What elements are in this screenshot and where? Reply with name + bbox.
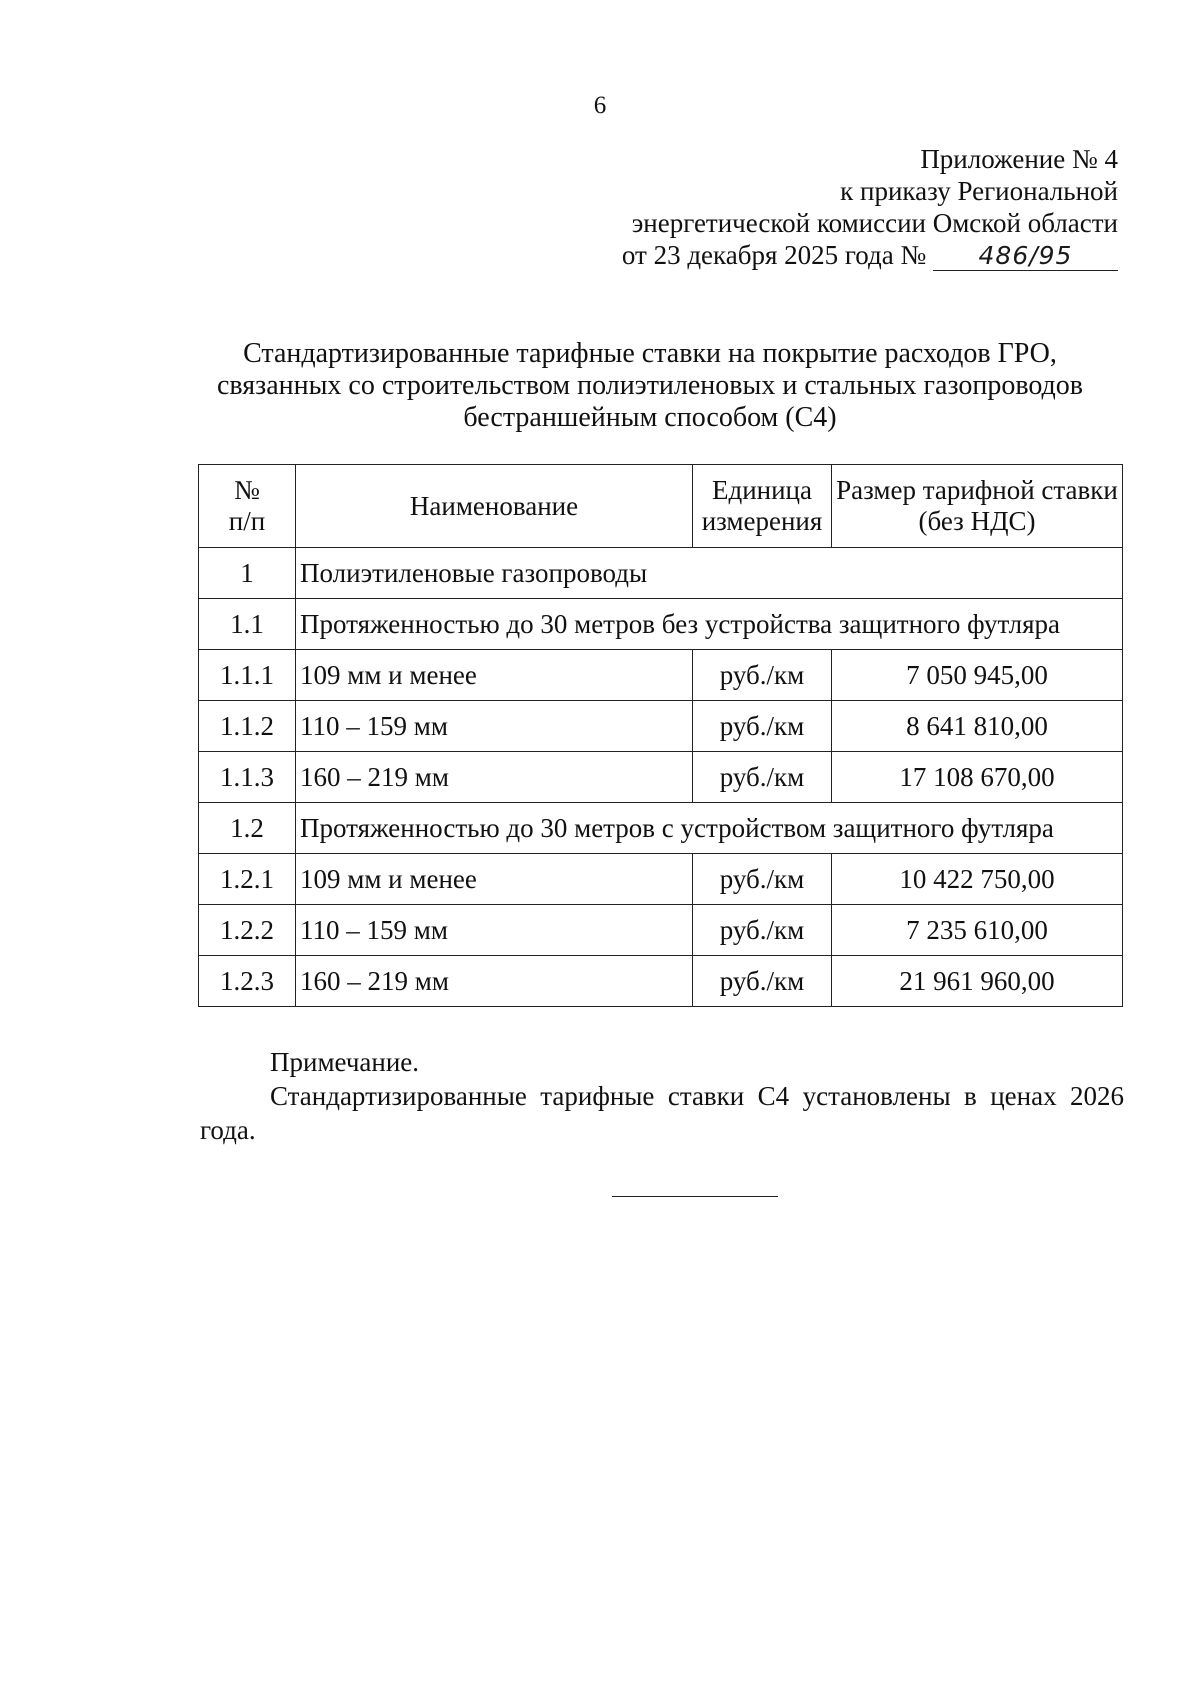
handwritten-order-number: 486/95 <box>933 242 1118 271</box>
row-rate: 21 961 960,00 <box>832 956 1123 1007</box>
header-name: Наименование <box>296 465 693 548</box>
table-row <box>199 854 1123 905</box>
row-number: 1.2.1 <box>199 854 296 905</box>
header-unit <box>693 465 832 548</box>
note-block <box>200 1045 1124 1147</box>
group-row <box>199 599 1123 650</box>
group-number: 1.1 <box>199 599 296 650</box>
row-rate: 8 641 810,00 <box>832 701 1123 752</box>
row-name: 110 – 159 мм <box>296 905 693 956</box>
header-rate-line-1: Размер тарифной ставки <box>836 475 1118 505</box>
appendix-line-2: к приказу Региональной <box>840 176 1118 206</box>
row-unit: руб./км <box>693 650 832 701</box>
document-title <box>150 338 1150 434</box>
appendix-line-4 <box>622 239 1118 271</box>
row-number: 1.2.3 <box>199 956 296 1007</box>
row-unit: руб./км <box>693 956 832 1007</box>
page-number: 6 <box>593 92 607 119</box>
row-name: 110 – 159 мм <box>296 701 693 752</box>
group-row <box>199 803 1123 854</box>
header-unit-line-2: измерения <box>701 506 823 536</box>
header-number-line-2: п/п <box>228 506 266 536</box>
table-row <box>199 956 1123 1007</box>
row-name: 109 мм и менее <box>296 650 693 701</box>
table-row <box>199 650 1123 701</box>
header-rate <box>832 465 1123 548</box>
appendix-block <box>622 143 1118 271</box>
section-number: 1 <box>199 548 296 599</box>
end-divider <box>612 1196 778 1197</box>
title-line-3: бестраншейным способом (С4) <box>463 402 837 433</box>
row-rate: 17 108 670,00 <box>832 752 1123 803</box>
title-line-1: Стандартизированные тарифные ставки на покрытие расходов ГРО, <box>243 338 1057 369</box>
table-row <box>199 701 1123 752</box>
note-heading: Примечание. <box>270 1047 420 1077</box>
group-name: Протяженностью до 30 метров с устройством защитного футляра <box>296 803 1123 854</box>
row-unit: руб./км <box>693 752 832 803</box>
row-name: 160 – 219 мм <box>296 956 693 1007</box>
note-text: Стандартизированные тарифные ставки С4 установлены в ценах 2026 года. <box>200 1081 1124 1145</box>
header-number-line-1: № <box>234 475 260 505</box>
group-number: 1.2 <box>199 803 296 854</box>
tariff-table <box>198 464 1123 1007</box>
table-row <box>199 752 1123 803</box>
appendix-line-3: энергетической комиссии Омской области <box>631 208 1118 238</box>
row-rate: 7 050 945,00 <box>832 650 1123 701</box>
row-number: 1.1.1 <box>199 650 296 701</box>
row-unit: руб./км <box>693 905 832 956</box>
group-name: Протяженностью до 30 метров без устройства защитного футляра <box>296 599 1123 650</box>
appendix-line-1: Приложение № 4 <box>920 144 1118 174</box>
row-rate: 10 422 750,00 <box>832 854 1123 905</box>
section-row <box>199 548 1123 599</box>
header-unit-line-1: Единица <box>711 475 812 505</box>
row-unit: руб./км <box>693 854 832 905</box>
row-number: 1.2.2 <box>199 905 296 956</box>
row-name: 109 мм и менее <box>296 854 693 905</box>
table-row <box>199 905 1123 956</box>
row-rate: 7 235 610,00 <box>832 905 1123 956</box>
row-number: 1.1.3 <box>199 752 296 803</box>
row-unit: руб./км <box>693 701 832 752</box>
section-name: Полиэтиленовые газопроводы <box>296 548 1123 599</box>
title-line-2: связанных со строительством полиэтиленовых и стальных газопроводов <box>216 370 1084 401</box>
row-number: 1.1.2 <box>199 701 296 752</box>
header-number <box>199 465 296 548</box>
header-rate-line-2: (без НДС) <box>918 506 1036 536</box>
order-date: от 23 декабря 2025 года № <box>621 240 927 270</box>
table-header-row <box>199 465 1123 548</box>
row-name: 160 – 219 мм <box>296 752 693 803</box>
